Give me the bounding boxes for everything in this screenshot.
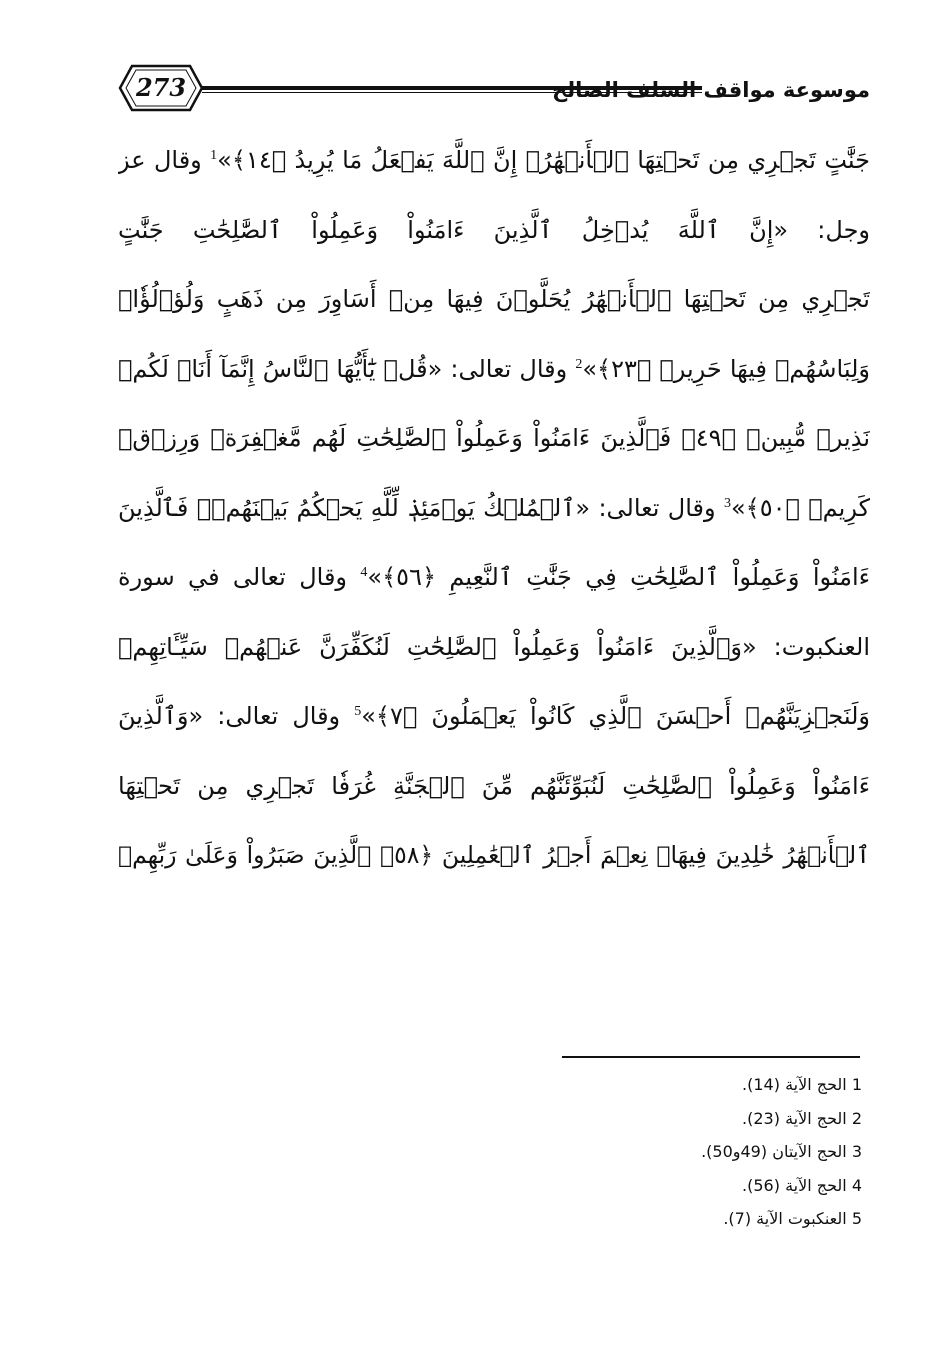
line-text: ءَامَنُواْ وَعَمِلُواْ ٱلصَّٰلِحَٰتِ لَنُبَوِّئَنَّهُم مِّنَ ٱلۡجَنَّةِ غُرَفٗا تَجۡرِي مِن تَحۡتِهَا bbox=[118, 771, 870, 800]
line-text: ءَامَنُواْ وَعَمِلُواْ ٱلصَّٰلِحَٰتِ فِي جَنَّٰتِ ٱلنَّعِيمِ ﴿٥٦﴾» bbox=[367, 563, 870, 591]
line-text-tail: وقال تعالى: «ٱلۡمُلۡكُ يَوۡمَئِذٖ لِّلَّهِ يَحۡكُمُ بَيۡنَهُمۡۚ فَٱلَّذِينَ bbox=[118, 493, 724, 522]
footnote-item: 5 العنكبوت الآية (7). bbox=[723, 1209, 862, 1228]
text-line bbox=[118, 474, 870, 544]
main-text bbox=[118, 126, 870, 891]
text-line bbox=[118, 613, 870, 683]
line-text: جَنَّٰتٍ تَجۡرِي مِن تَحۡتِهَا ٱلۡأَنۡهَٰرُۚ إِنَّ ٱللَّهَ يَفۡعَلُ مَا يُرِيدُ ﴿١٤﴾» bbox=[217, 146, 870, 174]
text-line bbox=[118, 196, 870, 266]
text-line bbox=[118, 752, 870, 822]
footnote-separator bbox=[562, 1056, 860, 1058]
footnote-marker: 3 bbox=[723, 495, 731, 511]
footnote-marker: 5 bbox=[354, 704, 362, 719]
text-line bbox=[118, 682, 870, 752]
line-text-tail: وقال تعالى في سورة bbox=[118, 563, 361, 591]
line-text-tail: وقال عز bbox=[118, 146, 211, 174]
line-text-tail: وقال تعالى: «وَٱلَّذِينَ bbox=[118, 702, 355, 730]
text-line bbox=[118, 821, 870, 891]
text-line bbox=[118, 126, 870, 196]
page-number: 273 bbox=[135, 73, 187, 102]
footnote-item: 2 الحج الآية (23). bbox=[742, 1108, 862, 1128]
text-line bbox=[118, 543, 870, 613]
line-text: العنكبوت: «وَٱلَّذِينَ ءَامَنُواْ وَعَمِلُواْ ٱلصَّٰلِحَٰتِ لَنُكَفِّرَنَّ عَنۡهُمۡ سَيِّـَٔاتِهِمۡ bbox=[118, 632, 870, 661]
text-line bbox=[118, 404, 870, 474]
text-line bbox=[118, 265, 870, 335]
footnote-marker: 4 bbox=[360, 565, 368, 580]
text-line bbox=[118, 335, 870, 405]
line-text: وجل: «إِنَّ ٱللَّهَ يُدۡخِلُ ٱلَّذِينَ ءَامَنُواْ وَعَمِلُواْ ٱلصَّٰلِحَٰتِ جَنَّٰتٍ bbox=[118, 215, 870, 244]
line-text: كَرِيمٞ ﴿٥٠﴾» bbox=[730, 493, 870, 522]
page-header bbox=[118, 62, 870, 120]
line-text: ٱلۡأَنۡهَٰرُ خَٰلِدِينَ فِيهَاۚ نِعۡمَ أَجۡرُ ٱلۡعَٰمِلِينَ ﴿٥٨﴾ ٱلَّذِينَ صَبَرُواْ وَعَلَىٰ رَبِّهِمۡ bbox=[118, 841, 870, 869]
line-text-tail: وقال تعالى: «قُلۡ يَٰٓأَيُّهَا ٱلنَّاسُ إِنَّمَآ أَنَا۠ لَكُمۡ bbox=[118, 354, 576, 383]
footnote-marker: 2 bbox=[575, 356, 583, 372]
book-title: موسوعة مواقف السلف الصالح bbox=[552, 78, 870, 102]
line-text: وَلِبَاسُهُمۡ فِيهَا حَرِيرٞ ﴿٢٣﴾» bbox=[582, 354, 870, 383]
footnote-item: 3 الحج الآيتان (49و50). bbox=[701, 1142, 862, 1161]
line-text: نَذِيرٞ مُّبِينٞ ﴿٤٩﴾ فَٱلَّذِينَ ءَامَنُواْ وَعَمِلُواْ ٱلصَّٰلِحَٰتِ لَهُم مَّغۡفِرَةٞ وَرِزۡقٞ bbox=[118, 424, 870, 452]
footnote-item: 1 الحج الآية (14). bbox=[742, 1075, 862, 1094]
footnote-item: 4 الحج الآية (56). bbox=[742, 1175, 862, 1195]
line-text: تَجۡرِي مِن تَحۡتِهَا ٱلۡأَنۡهَٰرُ يُحَلَّوۡنَ فِيهَا مِنۡ أَسَاوِرَ مِن ذَهَبٍ وَلُؤۡلُؤٗاۖ bbox=[118, 285, 870, 313]
line-text: وَلَنَجۡزِيَنَّهُمۡ أَحۡسَنَ ٱلَّذِي كَانُواْ يَعۡمَلُونَ ﴿٧﴾» bbox=[361, 702, 870, 730]
page-number-badge bbox=[118, 62, 204, 114]
footnotes bbox=[560, 1068, 862, 1236]
footnote-marker: 1 bbox=[210, 148, 218, 163]
